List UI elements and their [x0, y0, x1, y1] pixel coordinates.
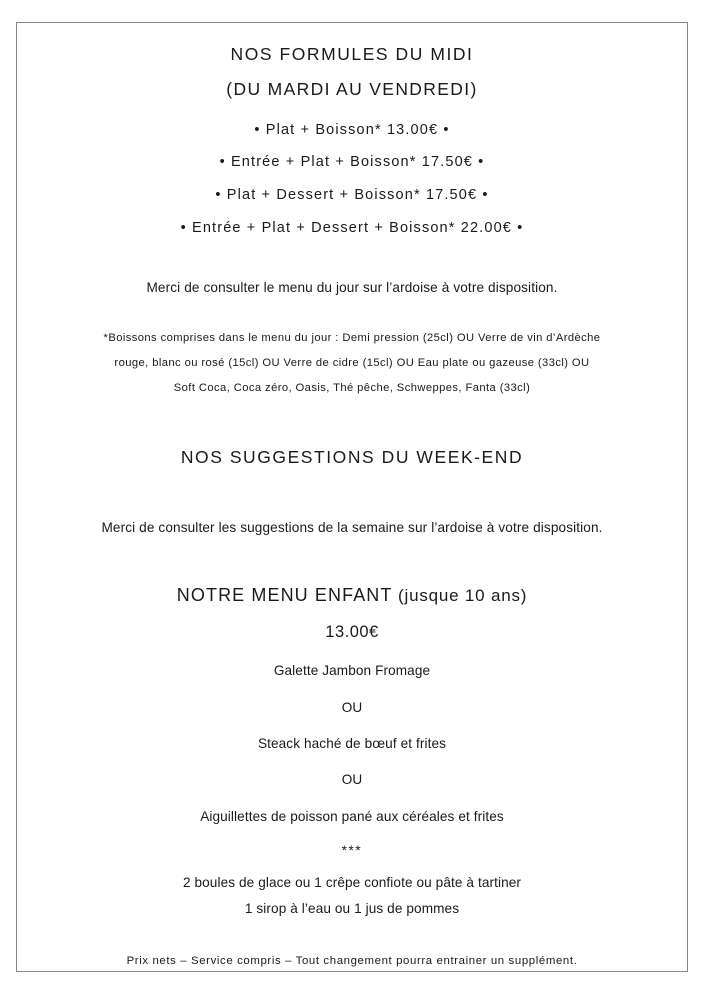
weekend-blackboard-note: Merci de consulter les suggestions de la semaine sur l’ardoise à votre disposition. — [101, 519, 603, 535]
weekend-section-title: NOS SUGGESTIONS DU WEEK-END — [180, 447, 524, 468]
lunch-section-subtitle: (DU MARDI AU VENDREDI) — [226, 79, 478, 100]
kids-course-divider: *** — [341, 843, 363, 859]
lunch-blackboard-note: Merci de consulter le menu du jour sur l’ardoise à votre disposition. — [146, 279, 558, 295]
kids-drink-item: 1 sirop à l’eau ou 1 jus de pommes — [244, 901, 460, 917]
formula-item: • Plat + Boisson* 13.00€ • — [254, 121, 450, 138]
kids-dish-item: Galette Jambon Fromage — [273, 663, 431, 679]
formula-item: • Entrée + Plat + Dessert + Boisson* 22.00€ • — [180, 219, 524, 236]
kids-menu-title — [39, 585, 665, 606]
formula-item: • Plat + Dessert + Boisson* 17.50€ • — [215, 187, 489, 203]
kids-menu-price: 13.00€ — [325, 623, 379, 642]
drinks-footnote-line: *Boissons comprises dans le menu du jour : Demi pression (25cl) OU Verre de vin d’Ardèche — [103, 331, 601, 344]
lunch-section-title: NOS FORMULES DU MIDI — [230, 44, 474, 64]
kids-dish-item: Aiguillettes de poisson pané aux céréales et frites — [200, 808, 504, 824]
weekend-section — [39, 444, 665, 538]
kids-menu-title-main: NOTRE MENU ENFANT — [176, 585, 393, 606]
formula-item: • Entrée + Plat + Boisson* 17.50€ • — [219, 154, 485, 171]
kids-dish-separator: OU — [341, 772, 363, 788]
kids-dish-item: Steack haché de bœuf et frites — [257, 735, 447, 751]
kids-menu-section — [39, 585, 665, 916]
menu-page — [16, 22, 688, 972]
drinks-footnote-line: Soft Coca, Coca zéro, Oasis, Thé pêche, Schweppes, Fanta (33cl) — [173, 381, 531, 394]
drinks-footnote-line: rouge, blanc ou rosé (15cl) OU Verre de cidre (15cl) OU Eau plate ou gazeuse (33cl) OU — [114, 356, 590, 369]
kids-dessert-item: 2 boules de glace ou 1 crêpe confiote ou pâte à tartiner — [182, 875, 522, 891]
price-policy-footer: Prix nets – Service compris – Tout changement pourra entrainer un supplément. — [126, 955, 578, 968]
kids-dish-list — [39, 661, 665, 827]
drinks-footnote — [39, 326, 665, 401]
kids-dish-separator: OU — [341, 699, 363, 715]
menu-content — [17, 23, 687, 971]
kids-menu-age-note: (jusque 10 ans) — [398, 586, 528, 606]
